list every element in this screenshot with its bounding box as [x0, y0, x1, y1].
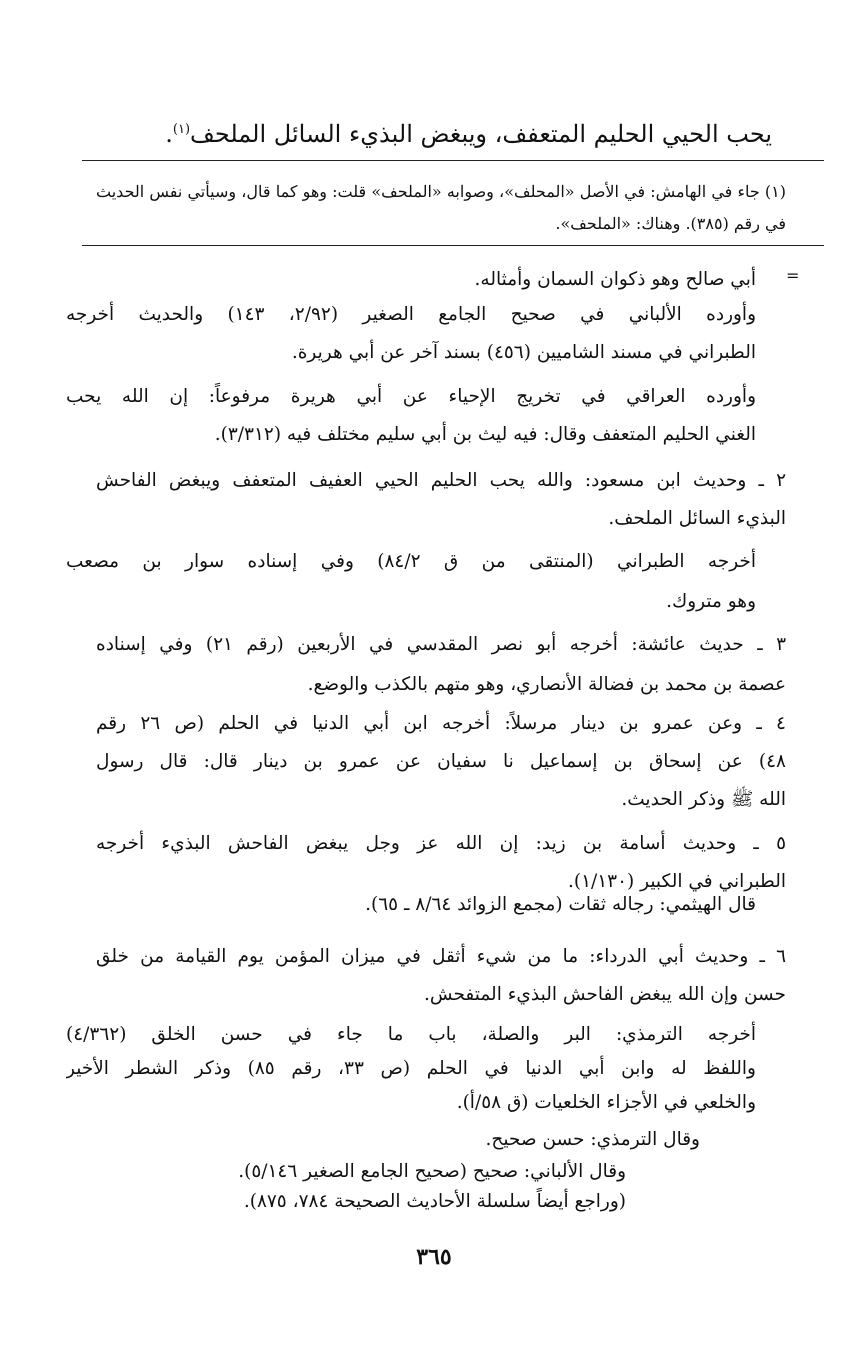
text-line: ٤ ـ وعن عمرو بن دينار مرسلاً: أخرجه ابن أبي الدنيا في الحلم (ص ٢٦ رقم: [96, 713, 786, 734]
commentary-paragraph: [96, 462, 786, 538]
hadith-text: يحب الحيي الحليم المتعفف، ويبغض البذيء السائل الملحف: [190, 120, 772, 148]
text-line: واللفظ له وابن أبي الدنيا في الحلم (ص ٣٣، رقم ٨٥) وذكر الشطر الأخير: [66, 1058, 756, 1079]
text-line: حسن وإن الله يبغض الفاحش البذيء المتفحش.: [424, 984, 786, 1005]
footnote-reference[interactable]: (١): [172, 122, 191, 137]
text-line: وقال الألباني: صحيح (صحيح الجامع الصغير ٥/١٤٦).: [238, 1161, 626, 1182]
text-line: ٥ ـ وحديث أسامة بن زيد: إن الله عز وجل يبغض الفاحش البذيء أخرجه: [96, 833, 786, 854]
text-line: أخرجه الطبراني (المنتقى من ق ٨٤/٢) وفي إسناده سوار بن مصعب: [66, 551, 756, 572]
commentary-paragraph: [0, 1187, 786, 1217]
commentary-paragraph: [66, 1018, 786, 1120]
commentary-paragraph: [96, 625, 786, 705]
continuation-marker: =: [786, 266, 800, 285]
commentary-paragraph: [66, 262, 786, 298]
commentary-paragraph: [66, 378, 786, 454]
commentary-paragraph: [10, 1125, 786, 1155]
commentary-paragraph: [66, 296, 786, 372]
text-line: وهو متروك.: [666, 591, 756, 612]
text-line: ٤٨) عن إسحاق بن إسماعيل نا سفيان عن عمرو بن دينار قال: قال رسول: [96, 751, 786, 772]
text-line: ٦ ـ وحديث أبي الدرداء: ما من شيء أثقل في ميزان المؤمن يوم القيامة من خلق: [96, 946, 786, 967]
text-line: عصمة بن محمد بن فضالة الأنصاري، وهو متهم بالكذب والوضع.: [307, 674, 786, 695]
page-number: ٣٦٥: [416, 1244, 452, 1270]
commentary-paragraph: [66, 888, 786, 922]
text-line: البذيء السائل الملحف.: [608, 508, 786, 529]
footnote: [96, 176, 786, 240]
text-line: قال الهيثمي: رجاله ثقات (مجمع الزوائد ٨/٦٤ ـ ٦٥).: [365, 894, 756, 915]
text-line: الله ﷺ وذكر الحديث.: [621, 789, 786, 810]
hadith-main-text: [102, 108, 772, 156]
footnote-separator-bottom: [82, 245, 824, 246]
text-line: ٣ ـ حديث عائشة: أخرجه أبو نصر المقدسي في الأربعين (رقم ٢١) وفي إسناده: [96, 634, 786, 655]
text-line: وقال الترمذي: حسن صحيح.: [485, 1129, 700, 1150]
text-line: الطبراني في الكبير (١/١٣٠).: [567, 871, 786, 892]
text-line: وأورده العراقي في تخريج الإحياء عن أبي هريرة مرفوعاً: إن الله يحب: [66, 386, 756, 407]
commentary-paragraph: [0, 1157, 786, 1187]
text-line: وأورده الألباني في صحيح الجامع الصغير (٢/٩٢، ١٤٣) والحديث أخرجه: [66, 304, 756, 325]
commentary-paragraph: [96, 938, 786, 1014]
text-line: والخلعي في الأجزاء الخلعيات (ق ٥٨/أ).: [456, 1092, 756, 1113]
text-line: الطبراني في مسند الشاميين (٤٥٦) بسند آخر عن أبي هريرة.: [291, 342, 756, 363]
commentary-paragraph: [96, 705, 786, 819]
text-line: ٢ ـ وحديث ابن مسعود: والله يحب الحليم الحيي العفيف المتعفف ويبغض الفاحش: [96, 470, 786, 491]
text-line: الغني الحليم المتعفف وقال: فيه ليث بن أبي سليم مختلف فيه (٣/٣١٢).: [214, 424, 756, 445]
text-line: أبي صالح وهو ذكوان السمان وأمثاله.: [474, 269, 756, 290]
text-line: أخرجه الترمذي: البر والصلة، باب ما جاء في حسن الخلق (٤/٣٦٢): [66, 1024, 756, 1045]
text-line: (وراجع أيضاً سلسلة الأحاديث الصحيحة ٧٨٤، ٨٧٥).: [243, 1191, 626, 1212]
footnote-text: (١) جاء في الهامش: في الأصل «المحلف»، وصوابه «الملحف» قلت: وهو كما قال، وسيأتي نفس الحديث في رقم (٣٨٥). وهناك: «الملحف».: [96, 182, 786, 233]
footnote-separator-top: [82, 160, 824, 161]
commentary-paragraph: [66, 542, 786, 622]
hadith-end: .: [165, 120, 173, 148]
